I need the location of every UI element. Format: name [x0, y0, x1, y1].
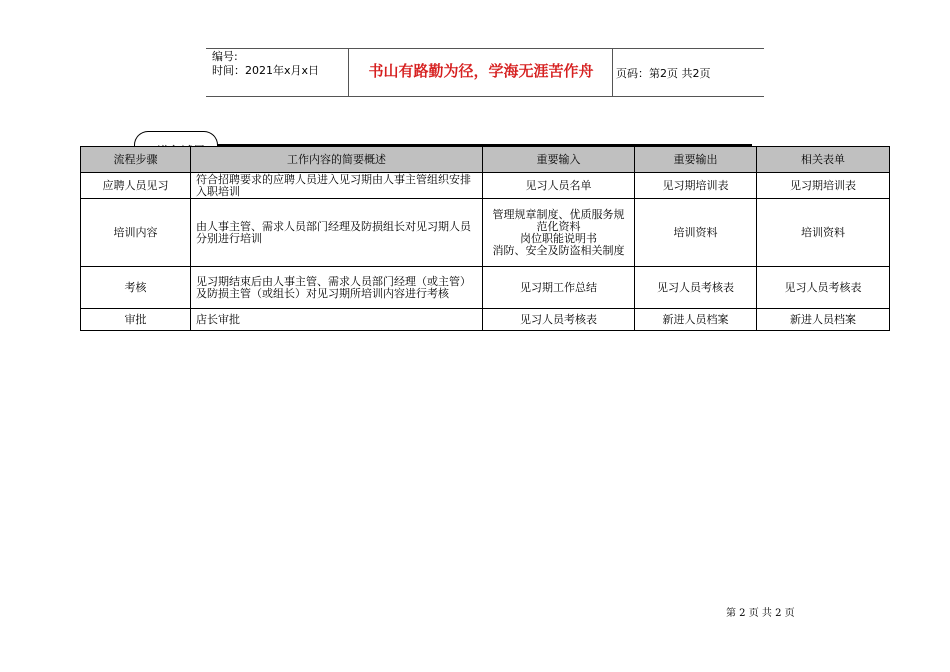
- cell-description: 见习期结束后由人事主管、需求人员部门经理（或主管）及防损主管（或组长）对见习期所培训内容进行考核: [191, 267, 483, 309]
- cell-form: 见习人员考核表: [757, 267, 890, 309]
- cell-step: 培训内容: [81, 199, 191, 267]
- cell-step: 应聘人员见习: [81, 173, 191, 199]
- header-motto: 书山有路勤为径，学海无涯苦作舟: [368, 62, 594, 80]
- table-row: [81, 173, 890, 199]
- cell-form: 新进人员档案: [757, 309, 890, 331]
- header-bottom-rule: [206, 96, 764, 97]
- cell-inputs: [483, 199, 635, 267]
- input-item: 见习人员名单: [525, 178, 592, 192]
- process-table: [80, 146, 890, 331]
- cell-step: 审批: [81, 309, 191, 331]
- cell-output: 见习人员考核表: [635, 267, 757, 309]
- input-item: 消防、安全及防盗相关制度: [492, 243, 625, 257]
- header-meta: [212, 50, 319, 78]
- column-header-description: 工作内容的简要概述: [191, 147, 483, 173]
- cell-output: 新进人员档案: [635, 309, 757, 331]
- cell-form: 培训资料: [757, 199, 890, 267]
- header-top-rule: [206, 48, 764, 49]
- document-number-label: 编号:: [212, 50, 238, 63]
- column-header-outputs: 重要输出: [635, 147, 757, 173]
- cell-output: 培训资料: [635, 199, 757, 267]
- input-item: 见习人员考核表: [520, 312, 597, 326]
- table-header-row: [81, 147, 890, 173]
- footer-page-number: 第 2 页 共 2 页: [726, 608, 795, 619]
- column-header-step: 流程步骤: [81, 147, 191, 173]
- cell-form: 见习期培训表: [757, 173, 890, 199]
- header-divider: [348, 48, 349, 96]
- input-item: 管理规章制度、优质服务规范化资料: [492, 207, 625, 233]
- document-time-label: 时间：2021年x月x日: [212, 64, 320, 77]
- table-row: [81, 199, 890, 267]
- table-row: [81, 309, 890, 331]
- cell-inputs: [483, 267, 635, 309]
- input-item: 岗位职能说明书: [520, 231, 597, 245]
- table-row: [81, 267, 890, 309]
- input-item: 见习期工作总结: [520, 280, 597, 294]
- cell-description: 由人事主管、需求人员部门经理及防损组长对见习期人员分别进行培训: [191, 199, 483, 267]
- cell-step: 考核: [81, 267, 191, 309]
- cell-description: 符合招聘要求的应聘人员进入见习期由人事主管组织安排入职培训: [191, 173, 483, 199]
- column-header-forms: 相关表单: [757, 147, 890, 173]
- cell-output: 见习期培训表: [635, 173, 757, 199]
- column-header-inputs: 重要输入: [483, 147, 635, 173]
- header-divider: [612, 48, 613, 96]
- cell-inputs: [483, 309, 635, 331]
- header-page-number: 页码：第2页 共2页: [616, 67, 711, 80]
- cell-inputs: [483, 173, 635, 199]
- cell-description: 店长审批: [191, 309, 483, 331]
